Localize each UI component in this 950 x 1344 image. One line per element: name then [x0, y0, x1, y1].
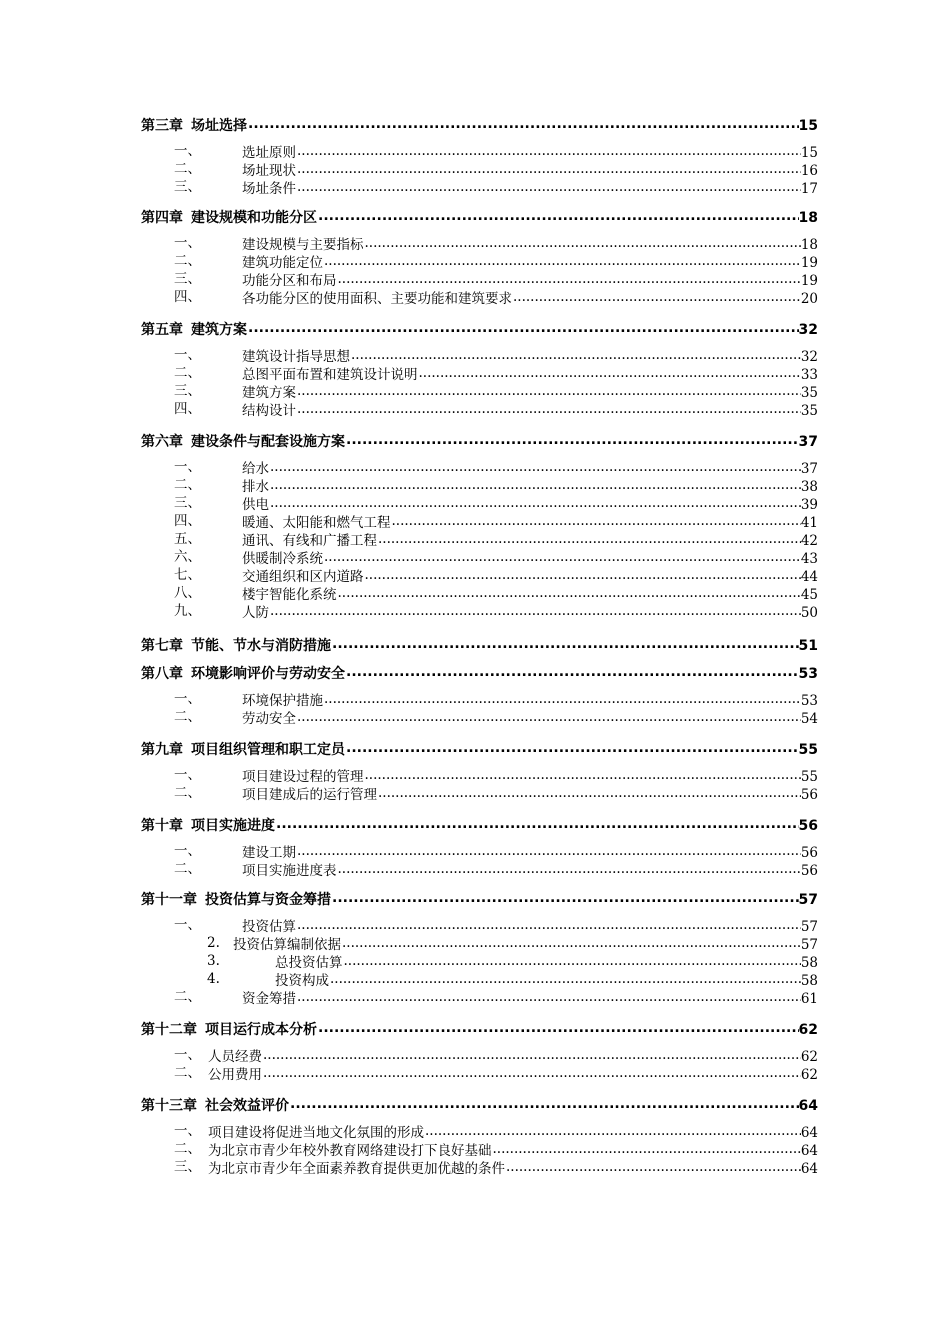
chapter-label [141, 323, 247, 337]
chapter-label [141, 1023, 317, 1037]
section-index: 3. [207, 953, 220, 969]
section-title: 投资估算 [242, 919, 296, 935]
page-number: 37 [800, 461, 818, 477]
section-title: 项目建设将促进当地文化氛围的形成 [208, 1125, 424, 1141]
dot-leader [338, 587, 801, 601]
toc-section-entry[interactable] [242, 273, 818, 289]
page-number: 62 [798, 1022, 818, 1038]
toc-section-entry[interactable] [242, 863, 818, 879]
page-number: 62 [800, 1067, 818, 1083]
section-title: 人员经费 [208, 1049, 262, 1065]
section-title: 场址现状 [242, 163, 296, 179]
dot-leader [297, 403, 801, 417]
toc-section-entry[interactable] [242, 255, 818, 271]
toc-section-entry[interactable] [233, 937, 818, 953]
toc-chapter-entry[interactable] [141, 433, 818, 449]
page-number: 53 [800, 693, 818, 709]
page-number: 58 [800, 973, 818, 989]
section-title: 建设规模与主要指标 [242, 237, 364, 253]
chapter-title: 建设规模和功能分区 [191, 210, 317, 226]
section-title: 人防 [242, 605, 269, 621]
section-title: 楼宇智能化系统 [242, 587, 337, 603]
chapter-number: 第四章 [141, 210, 183, 226]
chapter-label [141, 819, 275, 833]
section-title: 结构设计 [242, 403, 296, 419]
toc-section-entry[interactable] [242, 711, 818, 727]
section-index: 四、 [174, 513, 201, 529]
section-title: 为北京市青少年全面素养教育提供更加优越的条件 [208, 1161, 505, 1177]
dot-leader [351, 349, 801, 363]
toc-section-entry[interactable] [242, 385, 818, 401]
section-index: 九、 [174, 603, 201, 619]
chapter-label [141, 893, 331, 907]
toc-section-entry[interactable] [242, 787, 818, 803]
section-title: 暖通、太阳能和燃气工程 [242, 515, 391, 531]
page-number: 43 [800, 551, 818, 567]
section-title: 功能分区和布局 [242, 273, 337, 289]
toc-section-entry[interactable] [242, 479, 818, 495]
dot-leader [378, 787, 801, 801]
section-index: 三、 [174, 383, 201, 399]
toc-section-entry[interactable] [208, 1161, 818, 1177]
dot-leader [346, 741, 799, 755]
page-number: 58 [800, 955, 818, 971]
page-number: 51 [798, 638, 818, 654]
chapter-title: 投资估算与资金筹措 [205, 892, 331, 908]
toc-section-entry[interactable] [242, 551, 818, 567]
dot-leader [425, 1125, 801, 1139]
page-number: 38 [800, 479, 818, 495]
chapter-number: 第十章 [141, 818, 183, 834]
page-number: 64 [798, 1098, 818, 1114]
section-index: 五、 [174, 531, 201, 547]
section-index: 二、 [174, 861, 201, 877]
section-title: 建设工期 [242, 845, 296, 861]
section-index: 二、 [174, 709, 201, 725]
page-number: 17 [800, 181, 818, 197]
dot-leader [346, 665, 799, 679]
section-index: 四、 [174, 289, 201, 305]
chapter-number: 第三章 [141, 118, 183, 134]
chapter-label [141, 119, 247, 133]
page-number: 44 [800, 569, 818, 585]
dot-leader [332, 637, 799, 651]
toc-section-entry[interactable] [275, 973, 818, 989]
page-number: 42 [800, 533, 818, 549]
toc-section-entry[interactable] [242, 291, 818, 307]
section-index: 一、 [174, 767, 201, 783]
dot-leader [270, 605, 801, 619]
section-index: 一、 [174, 1123, 201, 1139]
toc-chapter-entry[interactable] [141, 665, 818, 681]
chapter-label [141, 743, 345, 757]
page-number: 20 [800, 291, 818, 307]
toc-section-entry[interactable] [208, 1049, 818, 1065]
section-title: 投资估算编制依据 [233, 937, 341, 953]
toc-section-entry[interactable] [208, 1125, 818, 1141]
section-title: 劳动安全 [242, 711, 296, 727]
section-index: 三、 [174, 179, 201, 195]
dot-leader [419, 367, 801, 381]
dot-leader [297, 991, 801, 1005]
section-index: 2. [207, 935, 220, 951]
section-title: 总图平面布置和建筑设计说明 [242, 367, 418, 383]
section-index: 八、 [174, 585, 201, 601]
chapter-title: 环境影响评价与劳动安全 [191, 666, 345, 682]
section-title: 项目建设过程的管理 [242, 769, 364, 785]
dot-leader [270, 479, 801, 493]
dot-leader [324, 693, 801, 707]
chapter-label [141, 667, 345, 681]
section-title: 总投资估算 [275, 955, 343, 971]
section-title: 项目建成后的运行管理 [242, 787, 377, 803]
toc-section-entry[interactable] [242, 181, 818, 197]
page-number: 37 [798, 434, 818, 450]
toc-chapter-entry[interactable] [141, 1097, 818, 1113]
toc-chapter-entry[interactable] [141, 891, 818, 907]
page-number: 16 [800, 163, 818, 179]
chapter-title: 建筑方案 [191, 322, 247, 338]
dot-leader [248, 321, 799, 335]
chapter-number: 第九章 [141, 742, 183, 758]
dot-leader [297, 163, 801, 177]
dot-leader [290, 1097, 799, 1111]
dot-leader [263, 1049, 801, 1063]
section-index: 二、 [174, 989, 201, 1005]
section-index: 二、 [174, 785, 201, 801]
page-number: 56 [800, 863, 818, 879]
section-title: 建筑方案 [242, 385, 296, 401]
section-title: 环境保护措施 [242, 693, 323, 709]
page-number: 35 [800, 385, 818, 401]
section-title: 建筑功能定位 [242, 255, 323, 271]
page-number: 55 [800, 769, 818, 785]
chapter-title: 节能、节水与消防措施 [191, 638, 331, 654]
dot-leader [248, 117, 799, 131]
page-number: 57 [800, 919, 818, 935]
page-number: 39 [800, 497, 818, 513]
section-index: 二、 [174, 365, 201, 381]
page-number: 18 [798, 210, 818, 226]
page-number: 19 [800, 255, 818, 271]
toc-section-entry[interactable] [275, 955, 818, 971]
chapter-label [141, 435, 345, 449]
section-index: 二、 [174, 253, 201, 269]
dot-leader [297, 145, 801, 159]
toc-chapter-entry[interactable] [141, 637, 818, 653]
dot-leader [330, 973, 801, 987]
toc-section-entry[interactable] [242, 349, 818, 365]
chapter-title: 项目实施进度 [191, 818, 275, 834]
page-number: 57 [800, 937, 818, 953]
section-index: 二、 [174, 477, 201, 493]
section-index: 一、 [174, 235, 201, 251]
section-index: 一、 [174, 143, 201, 159]
toc-chapter-entry[interactable] [141, 741, 818, 757]
page-number: 19 [800, 273, 818, 289]
page-number: 61 [800, 991, 818, 1007]
section-index: 三、 [174, 495, 201, 511]
chapter-number: 第十一章 [141, 892, 197, 908]
section-title: 排水 [242, 479, 269, 495]
dot-leader [513, 291, 801, 305]
page-number: 45 [800, 587, 818, 603]
chapter-number: 第八章 [141, 666, 183, 682]
dot-leader [344, 955, 801, 969]
page-number: 62 [800, 1049, 818, 1065]
chapter-number: 第六章 [141, 434, 183, 450]
page-number: 32 [798, 322, 818, 338]
page-number: 53 [798, 666, 818, 682]
toc-section-entry[interactable] [208, 1067, 818, 1083]
chapter-title: 建设条件与配套设施方案 [191, 434, 345, 450]
page-number: 18 [800, 237, 818, 253]
page-number: 32 [800, 349, 818, 365]
dot-leader [392, 515, 801, 529]
chapter-label [141, 1099, 289, 1113]
toc-section-entry[interactable] [242, 991, 818, 1007]
dot-leader [342, 937, 801, 951]
chapter-number: 第十二章 [141, 1022, 197, 1038]
section-title: 选址原则 [242, 145, 296, 161]
section-title: 供暖制冷系统 [242, 551, 323, 567]
page-number: 57 [798, 892, 818, 908]
section-index: 一、 [174, 1047, 201, 1063]
page-number: 56 [800, 845, 818, 861]
section-index: 一、 [174, 917, 201, 933]
dot-leader [324, 551, 801, 565]
toc-section-entry[interactable] [242, 533, 818, 549]
section-index: 七、 [174, 567, 201, 583]
section-title: 项目实施进度表 [242, 863, 337, 879]
section-index: 4. [207, 971, 220, 987]
page-number: 15 [798, 118, 818, 134]
page-number: 15 [800, 145, 818, 161]
dot-leader [338, 273, 801, 287]
chapter-title: 项目组织管理和职工定员 [191, 742, 345, 758]
section-title: 为北京市青少年校外教育网络建设打下良好基础 [208, 1143, 492, 1159]
section-index: 二、 [174, 161, 201, 177]
dot-leader [297, 919, 801, 933]
section-index: 一、 [174, 843, 201, 859]
toc-section-entry[interactable] [242, 569, 818, 585]
dot-leader [365, 569, 801, 583]
dot-leader [318, 209, 799, 223]
dot-leader [270, 497, 801, 511]
section-title: 公用费用 [208, 1067, 262, 1083]
toc-chapter-entry[interactable] [141, 1021, 818, 1037]
dot-leader [506, 1161, 801, 1175]
section-index: 二、 [174, 1141, 201, 1157]
dot-leader [263, 1067, 801, 1081]
chapter-number: 第七章 [141, 638, 183, 654]
toc-chapter-entry[interactable] [141, 817, 818, 833]
section-index: 一、 [174, 459, 201, 475]
dot-leader [338, 863, 801, 877]
dot-leader [378, 533, 801, 547]
section-index: 一、 [174, 691, 201, 707]
section-index: 四、 [174, 401, 201, 417]
section-title: 资金筹措 [242, 991, 296, 1007]
toc-section-entry[interactable] [242, 461, 818, 477]
toc-section-entry[interactable] [208, 1143, 818, 1159]
page-number: 56 [800, 787, 818, 803]
section-title: 供电 [242, 497, 269, 513]
dot-leader [365, 237, 801, 251]
toc-section-entry[interactable] [242, 769, 818, 785]
dot-leader [297, 181, 801, 195]
page-number: 33 [800, 367, 818, 383]
page-number: 64 [800, 1143, 818, 1159]
toc-section-entry[interactable] [242, 845, 818, 861]
toc-chapter-entry[interactable] [141, 321, 818, 337]
chapter-title: 项目运行成本分析 [205, 1022, 317, 1038]
page-number: 50 [800, 605, 818, 621]
dot-leader [318, 1021, 799, 1035]
page-number: 56 [798, 818, 818, 834]
toc-section-entry[interactable] [242, 497, 818, 513]
toc-section-entry[interactable] [242, 145, 818, 161]
toc-section-entry[interactable] [242, 605, 818, 621]
toc-section-entry[interactable] [242, 693, 818, 709]
dot-leader [297, 385, 801, 399]
page-number: 35 [800, 403, 818, 419]
chapter-title: 社会效益评价 [205, 1098, 289, 1114]
page-number: 55 [798, 742, 818, 758]
section-title: 交通组织和区内道路 [242, 569, 364, 585]
section-index: 三、 [174, 271, 201, 287]
section-index: 三、 [174, 1159, 201, 1175]
section-index: 六、 [174, 549, 201, 565]
chapter-label [141, 639, 331, 653]
section-index: 一、 [174, 347, 201, 363]
section-title: 场址条件 [242, 181, 296, 197]
toc-section-entry[interactable] [242, 587, 818, 603]
toc-section-entry[interactable] [242, 367, 818, 383]
dot-leader [276, 817, 799, 831]
toc-chapter-entry[interactable] [141, 117, 818, 133]
page-number: 64 [800, 1161, 818, 1177]
dot-leader [270, 461, 801, 475]
dot-leader [346, 433, 799, 447]
dot-leader [365, 769, 801, 783]
dot-leader [324, 255, 801, 269]
chapter-number: 第五章 [141, 322, 183, 338]
dot-leader [297, 711, 801, 725]
dot-leader [297, 845, 801, 859]
chapter-number: 第十三章 [141, 1098, 197, 1114]
section-title: 给水 [242, 461, 269, 477]
dot-leader [332, 891, 799, 905]
page-number: 54 [800, 711, 818, 727]
toc-section-entry[interactable] [242, 163, 818, 179]
page-number: 41 [800, 515, 818, 531]
page-number: 64 [800, 1125, 818, 1141]
toc-section-entry[interactable] [242, 515, 818, 531]
toc-section-entry[interactable] [242, 919, 818, 935]
toc-section-entry[interactable] [242, 403, 818, 419]
chapter-label [141, 211, 317, 225]
toc-section-entry[interactable] [242, 237, 818, 253]
chapter-title: 场址选择 [191, 118, 247, 134]
toc-chapter-entry[interactable] [141, 209, 818, 225]
section-title: 建筑设计指导思想 [242, 349, 350, 365]
section-title: 通讯、有线和广播工程 [242, 533, 377, 549]
section-title: 各功能分区的使用面积、主要功能和建筑要求 [242, 291, 512, 307]
section-index: 二、 [174, 1065, 201, 1081]
section-title: 投资构成 [275, 973, 329, 989]
dot-leader [493, 1143, 801, 1157]
